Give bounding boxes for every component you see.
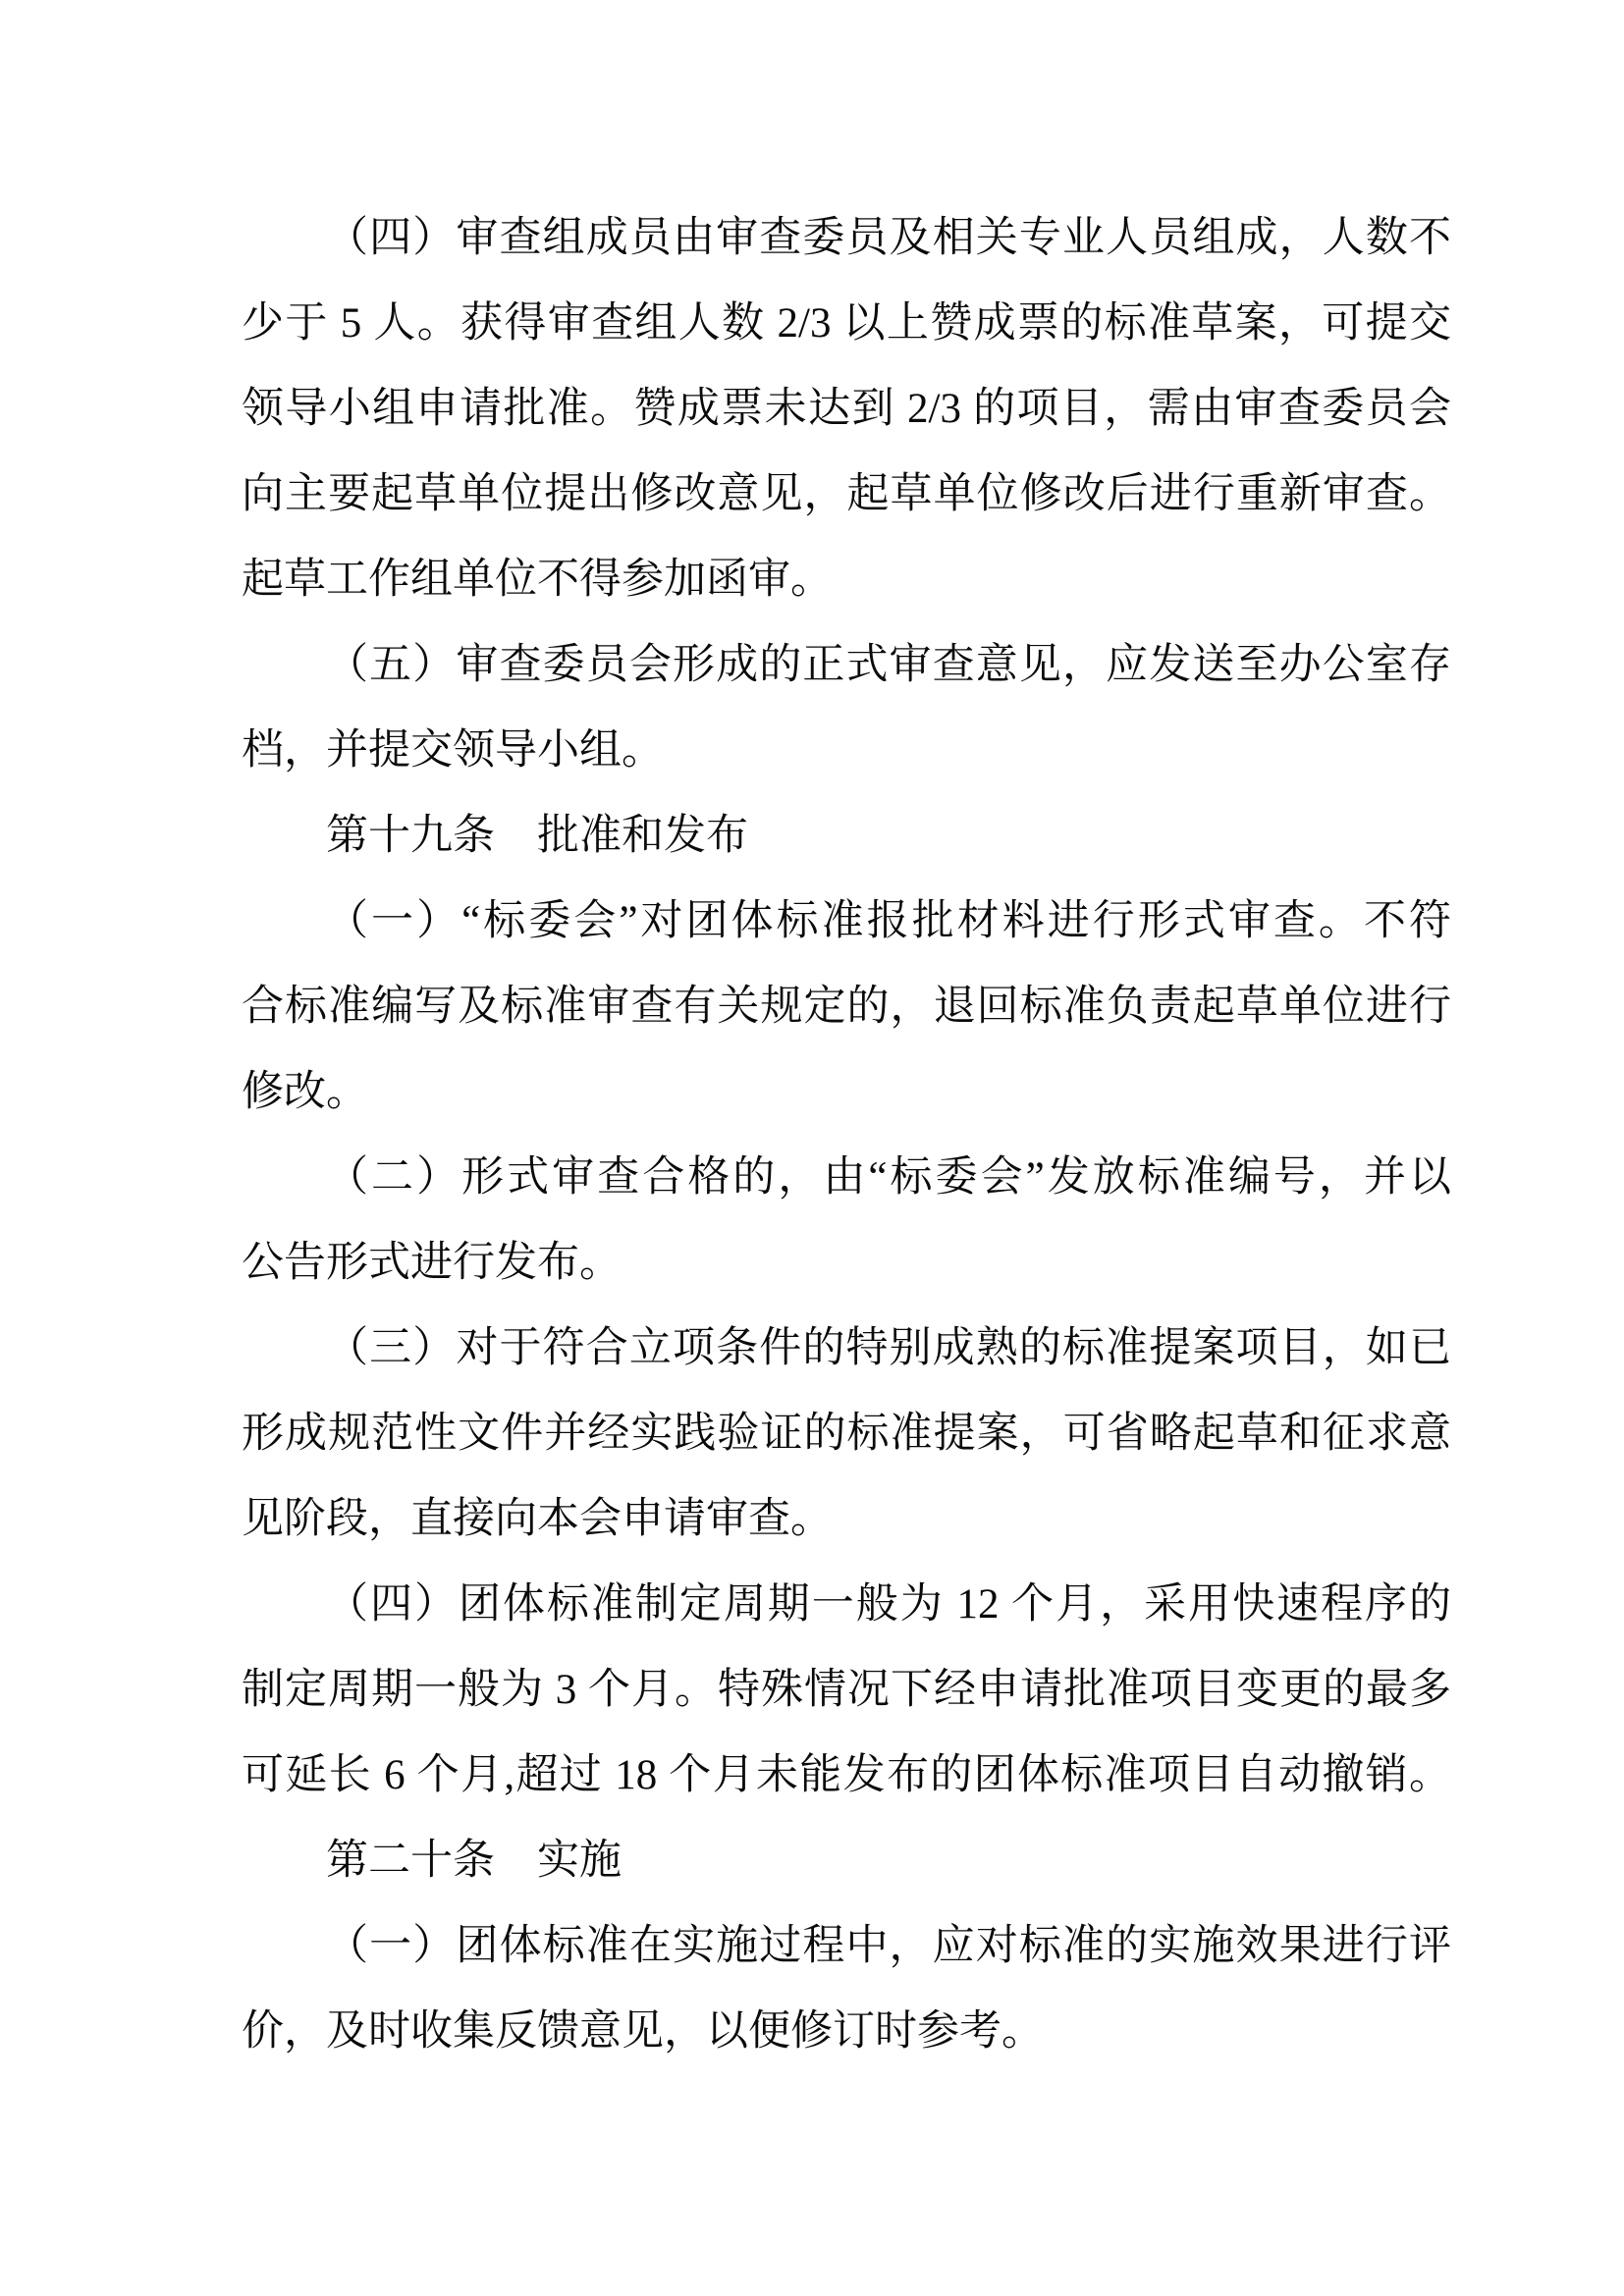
- text-line: 见阶段，直接向本会申请审查。: [242, 1496, 833, 1542]
- text-line: （四）团体标准制定周期一般为 12 个月，采用快速程序的: [326, 1581, 1451, 1628]
- text-line: 可延长 6 个月,超过 18 个月未能发布的团体标准项目自动撤销。: [242, 1752, 1451, 1798]
- text-line: 少于 5 人。获得审查组人数 2/3 以上赞成票的标准草案，可提交: [242, 300, 1451, 347]
- text-line: （一）“标委会”对团体标准报批材料进行形式审查。不符: [326, 898, 1451, 944]
- text-line: 形成规范性文件并经实践验证的标准提案，可省略起草和征求意: [242, 1411, 1451, 1457]
- text-line: 公告形式进行发布。: [242, 1240, 622, 1286]
- text-line: 向主要起草单位提出修改意见，起草单位修改后进行重新审查。: [242, 471, 1451, 517]
- text-line: 第十九条 批准和发布: [326, 813, 748, 859]
- text-line: （四）审查组成员由审查委员及相关专业人员组成，人数不: [326, 215, 1451, 261]
- text-line: 价，及时收集反馈意见，以便修订时参考。: [242, 2008, 1044, 2055]
- text-line: 合标准编写及标准审查有关规定的，退回标准负责起草单位进行: [242, 984, 1451, 1030]
- text-line: 档，并提交领导小组。: [242, 727, 664, 774]
- text-line: （一）团体标准在实施过程中，应对标准的实施效果进行评: [326, 1923, 1451, 1969]
- text-line: 领导小组申请批准。赞成票未达到 2/3 的项目，需由审查委员会: [242, 386, 1451, 432]
- text-line: 起草工作组单位不得参加函审。: [242, 557, 833, 603]
- text-line: （五）审查委员会形成的正式审查意见，应发送至办公室存: [326, 642, 1451, 688]
- text-line: （三）对于符合立项条件的特别成熟的标准提案项目，如已: [326, 1325, 1451, 1371]
- text-line: 修改。: [242, 1069, 368, 1115]
- text-line: 第二十条 实施: [326, 1838, 622, 1884]
- document-body: [242, 195, 1451, 2074]
- text-line: （二）形式审查合格的，由“标委会”发放标准编号，并以: [326, 1154, 1451, 1201]
- text-line: 制定周期一般为 3 个月。特殊情况下经申请批准项目变更的最多: [242, 1667, 1451, 1713]
